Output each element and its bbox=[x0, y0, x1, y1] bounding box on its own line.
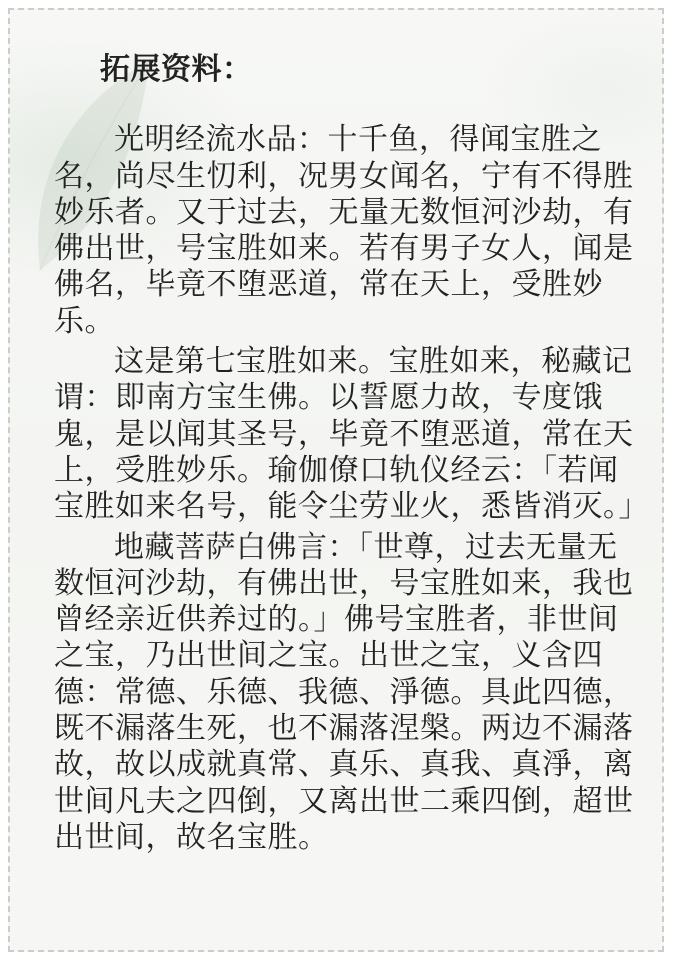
paragraph-1: 光明经流水品：十千鱼，得闻宝胜之名，尚尽生忉利，况男女闻名，宁有不得胜妙乐者。又于过去，无量无数恒河沙劫，有佛出世，号宝胜如来。若有男子女人，闻是佛名，毕竟不堕恶道，常在天上，受胜妙乐。 bbox=[54, 122, 634, 339]
article-body bbox=[54, 52, 649, 860]
document-frame bbox=[8, 8, 664, 952]
section-title: 拓展资料： bbox=[100, 52, 253, 87]
paragraph-3: 地藏菩萨白佛言：「世尊，过去无量无数恒河沙劫，有佛出世，号宝胜如来，我也曾经亲近供养过的。」佛号宝胜者，非世间之宝，乃出世间之宝。出世之宝，义含四德：常德、乐德、我德、淨德。具此四德，既不漏落生死，也不漏落涅槃。两边不漏落故，故以成就真常、真乐、真我、真淨，离世间凡夫之四倒，又离出世二乘四倒，超世出世间，故名宝胜。 bbox=[54, 529, 634, 855]
paragraph-2: 这是第七宝胜如来。宝胜如来，秘藏记谓：即南方宝生佛。以誓愿力故，专度饿鬼，是以闻其圣号，毕竟不堕恶道，常在天上，受胜妙乐。瑜伽僚口轨仪经云：「若闻宝胜如来名号，能令尘劳业火，悉皆消灭。」 bbox=[54, 344, 649, 525]
